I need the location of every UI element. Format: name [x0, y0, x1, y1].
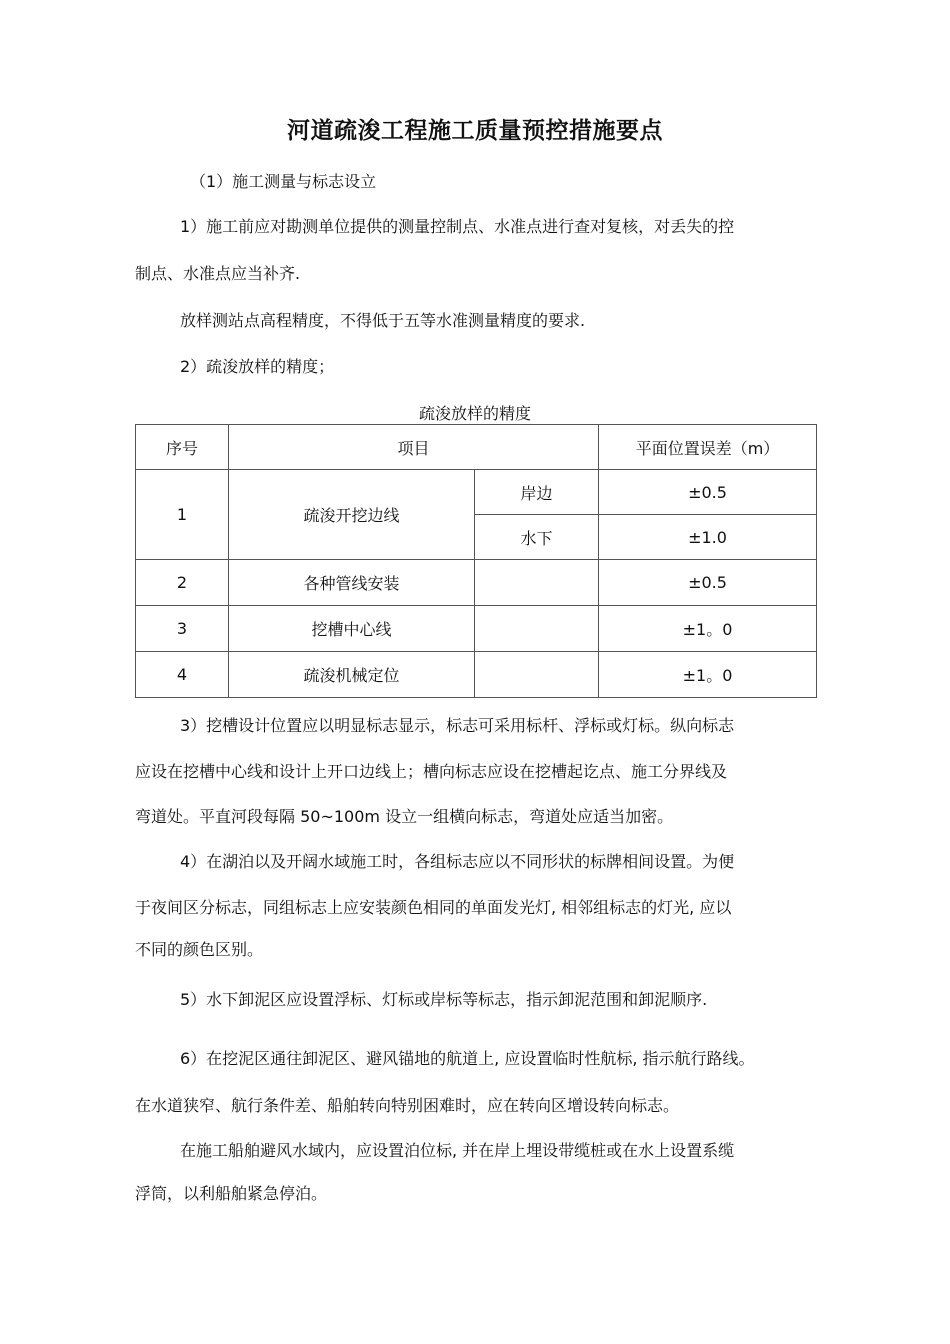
paragraph-line: 放样测站点高程精度，不得低于五等水准测量精度的要求. — [180, 311, 586, 330]
table-row — [136, 470, 817, 515]
paragraph-line: 在施工船舶避风水域内，应设置泊位标, 并在岸上埋设带缆桩或在水上设置系缆 — [180, 1141, 735, 1160]
header-item: 项目 — [229, 425, 599, 470]
paragraph-line: 于夜间区分标志，同组标志上应安装颜色相同的单面发光灯, 相邻组标志的灯光, 应以 — [135, 898, 732, 917]
paragraph-line: 弯道处。平直河段每隔 50~100m 设立一组横向标志，弯道处应适当加密。 — [135, 807, 674, 826]
paragraph-line: 不同的颜色区别。 — [135, 940, 264, 959]
paragraph-line: 6）在挖泥区通往卸泥区、避风锚地的航道上, 应设置临时性航标, 指示航行路线。 — [180, 1049, 755, 1068]
cell-sub: 岸边 — [475, 470, 599, 515]
header-error: 平面位置误差（m） — [599, 425, 817, 470]
paragraph-line: 浮筒，以利船舶紧急停泊。 — [135, 1184, 328, 1203]
cell-error: ±0.5 — [599, 560, 817, 606]
cell-error: ±1。0 — [599, 652, 817, 698]
cell-item: 挖槽中心线 — [229, 606, 475, 652]
cell-item: 各种管线安装 — [229, 560, 475, 606]
cell-sub: 水下 — [475, 515, 599, 560]
table-header-row — [136, 425, 817, 470]
cell-sub — [475, 560, 599, 606]
table-row — [136, 652, 817, 698]
cell-no: 4 — [136, 652, 229, 698]
paragraph-line: 5）水下卸泥区应设置浮标、灯标或岸标等标志，指示卸泥范围和卸泥顺序. — [180, 990, 708, 1009]
cell-item: 疏浚开挖边线 — [229, 470, 475, 560]
table-row — [136, 560, 817, 606]
cell-no: 1 — [136, 470, 229, 560]
section-heading: （1）施工测量与标志设立 — [190, 172, 377, 191]
cell-error: ±1.0 — [599, 515, 817, 560]
paragraph-line: 1）施工前应对勘测单位提供的测量控制点、水准点进行查对复核，对丢失的控 — [180, 217, 735, 236]
table-caption: 疏浚放样的精度 — [418, 404, 531, 423]
paragraph-line: 4）在湖泊以及开阔水域施工时，各组标志应以不同形状的标牌相间设置。为便 — [180, 852, 735, 871]
cell-error: ±1。0 — [599, 606, 817, 652]
cell-item: 疏浚机械定位 — [229, 652, 475, 698]
paragraph-line: 制点、水准点应当补齐. — [135, 264, 301, 283]
cell-no: 2 — [136, 560, 229, 606]
paragraph-line: 在水道狭窄、航行条件差、船舶转向特别困难时，应在转向区增设转向标志。 — [135, 1096, 680, 1115]
cell-sub — [475, 652, 599, 698]
precision-table — [135, 424, 817, 698]
cell-no: 3 — [136, 606, 229, 652]
table-row — [136, 606, 817, 652]
cell-error: ±0.5 — [599, 470, 817, 515]
header-no: 序号 — [136, 425, 229, 470]
cell-sub — [475, 606, 599, 652]
paragraph-line: 应设在挖槽中心线和设计上开口边线上；槽向标志应设在挖槽起讫点、施工分界线及 — [135, 762, 728, 781]
paragraph-line: 2）疏浚放样的精度； — [180, 357, 335, 376]
document-title: 河道疏浚工程施工质量预控措施要点 — [287, 118, 663, 144]
paragraph-line: 3）挖槽设计位置应以明显标志显示，标志可采用标杆、浮标或灯标。纵向标志 — [180, 716, 735, 735]
